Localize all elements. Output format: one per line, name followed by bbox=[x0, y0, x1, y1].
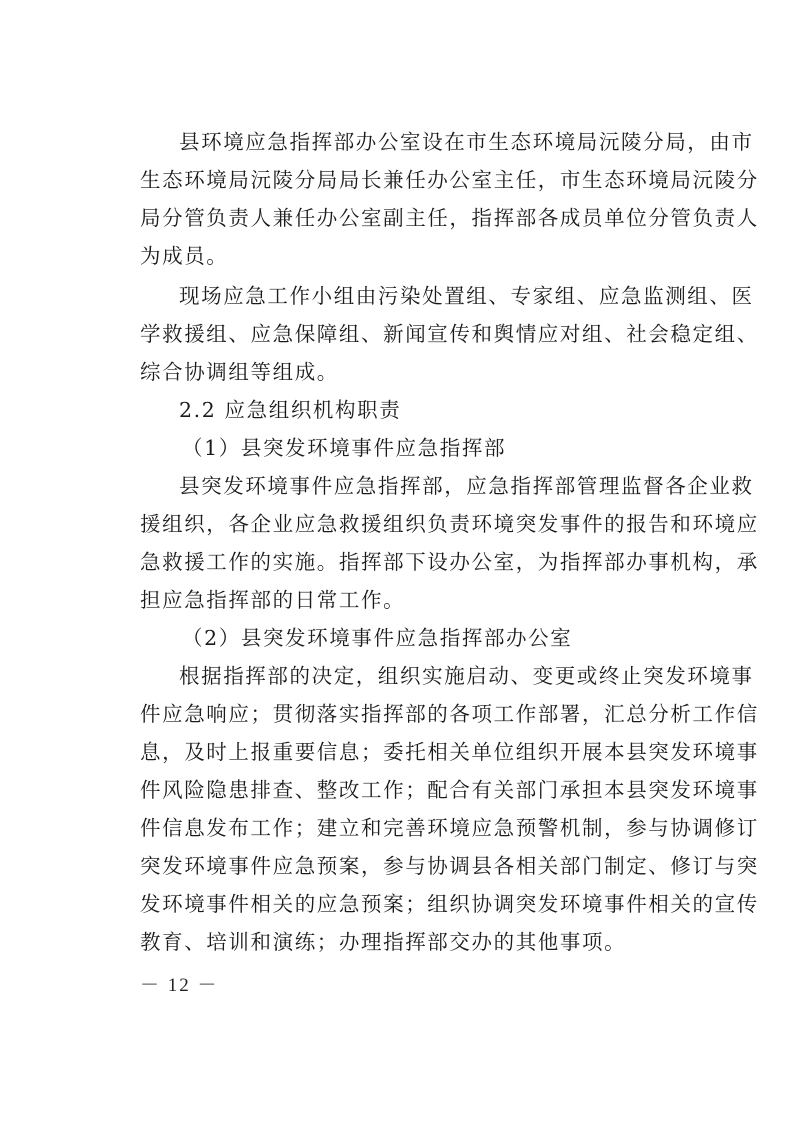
paragraph-line: 援组织，各企业应急救援组织负责环境突发事件的报告和环境应 bbox=[140, 512, 759, 536]
paragraph-line: 发环境事件相关的应急预案；组织协调突发环境事件相关的宣传 bbox=[140, 892, 759, 916]
paragraph-line: 件信息发布工作；建立和完善环境应急预警机制，参与协调修订 bbox=[140, 816, 759, 840]
paragraph-line: 担应急指挥部的日常工作。 bbox=[140, 588, 406, 612]
subsection-heading: （1）县突发环境事件应急指挥部 bbox=[182, 436, 507, 460]
paragraph-line: 件风险隐患排查、整改工作；配合有关部门承担本县突发环境事 bbox=[140, 778, 759, 802]
paragraph-line: 件应急响应；贯彻落实指挥部的各项工作部署，汇总分析工作信 bbox=[140, 702, 759, 726]
paragraph-line: 生态环境局沅陵分局局长兼任办公室主任，市生态环境局沅陵分 bbox=[140, 168, 759, 192]
paragraph-line: 现场应急工作小组由污染处置组、专家组、应急监测组、医 bbox=[179, 284, 754, 308]
page-number: － 12 － bbox=[140, 975, 219, 996]
section-heading: 2.2 应急组织机构职责 bbox=[179, 398, 402, 422]
paragraph-line: 为成员。 bbox=[140, 244, 229, 268]
paragraph-line: 急救援工作的实施。指挥部下设办公室，为指挥部办事机构，承 bbox=[140, 550, 759, 574]
paragraph-line: 综合协调组等组成。 bbox=[140, 360, 339, 384]
paragraph-line: 突发环境事件应急预案，参与协调县各相关部门制定、修订与突 bbox=[140, 854, 759, 878]
paragraph-line: 学救援组、应急保障组、新闻宣传和舆情应对组、社会稳定组、 bbox=[140, 322, 759, 346]
subsection-heading: （2）县突发环境事件应急指挥部办公室 bbox=[182, 626, 573, 650]
paragraph-line: 县环境应急指挥部办公室设在市生态环境局沅陵分局，由市 bbox=[179, 130, 754, 154]
paragraph-line: 县突发环境事件应急指挥部，应急指挥部管理监督各企业救 bbox=[179, 474, 754, 498]
paragraph-line: 局分管负责人兼任办公室副主任，指挥部各成员单位分管负责人 bbox=[140, 206, 759, 230]
paragraph-line: 教育、培训和演练；办理指挥部交办的其他事项。 bbox=[140, 930, 627, 954]
paragraph-line: 根据指挥部的决定，组织实施启动、变更或终止突发环境事 bbox=[179, 664, 754, 688]
paragraph-line: 息，及时上报重要信息；委托相关单位组织开展本县突发环境事 bbox=[140, 740, 759, 764]
